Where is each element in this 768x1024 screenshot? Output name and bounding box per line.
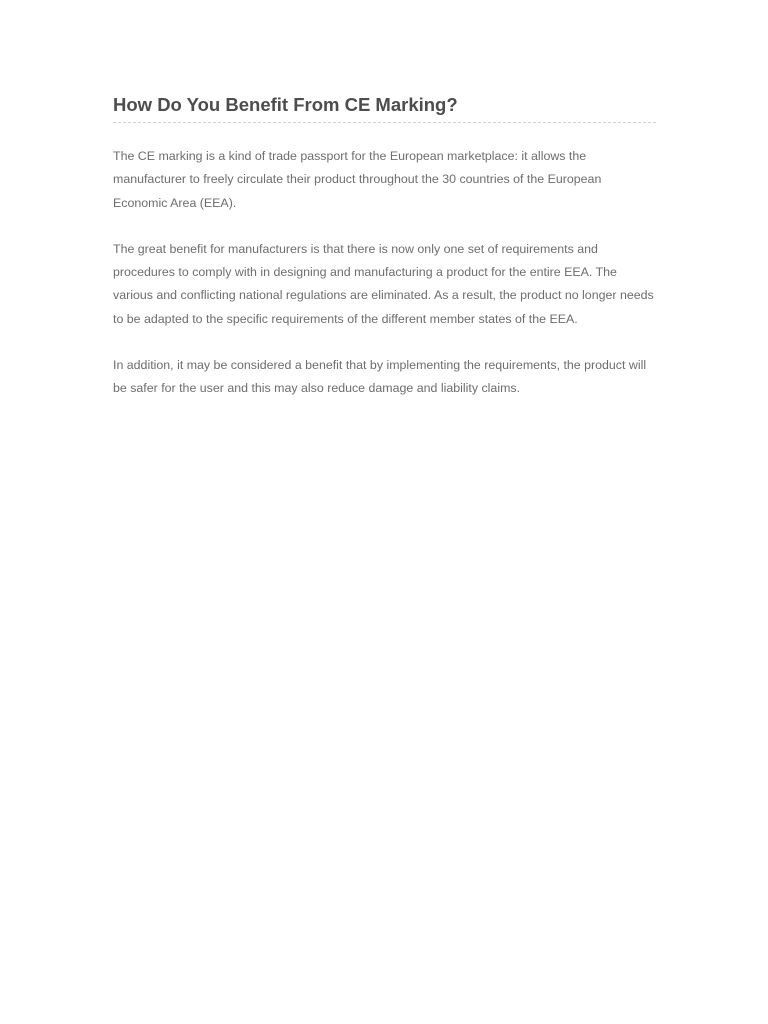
article-body <box>113 145 656 401</box>
paragraph-trade-passport: The CE marking is a kind of trade passport for the European marketplace: it allows the manufacturer to freely circulate their product throughout the 30 countries of the European Economic Area (EEA). <box>113 149 602 210</box>
paragraph-manufacturer-benefit: The great benefit for manufacturers is that there is now only one set of requirements and procedures to comply with in designing and manufacturing a product for the entire EEA. The various and conflicting national regulations are eliminated. As a result, the product no longer needs to be adapted to the specific requirements of the different member states of the EEA. <box>113 241 654 326</box>
page-title: How Do You Benefit From CE Marking? <box>113 92 656 123</box>
paragraph-user-safety: In addition, it may be considered a benefit that by implementing the requirements, the product will be safer for the user and this may also reduce damage and liability claims. <box>113 358 647 396</box>
article <box>113 92 656 424</box>
